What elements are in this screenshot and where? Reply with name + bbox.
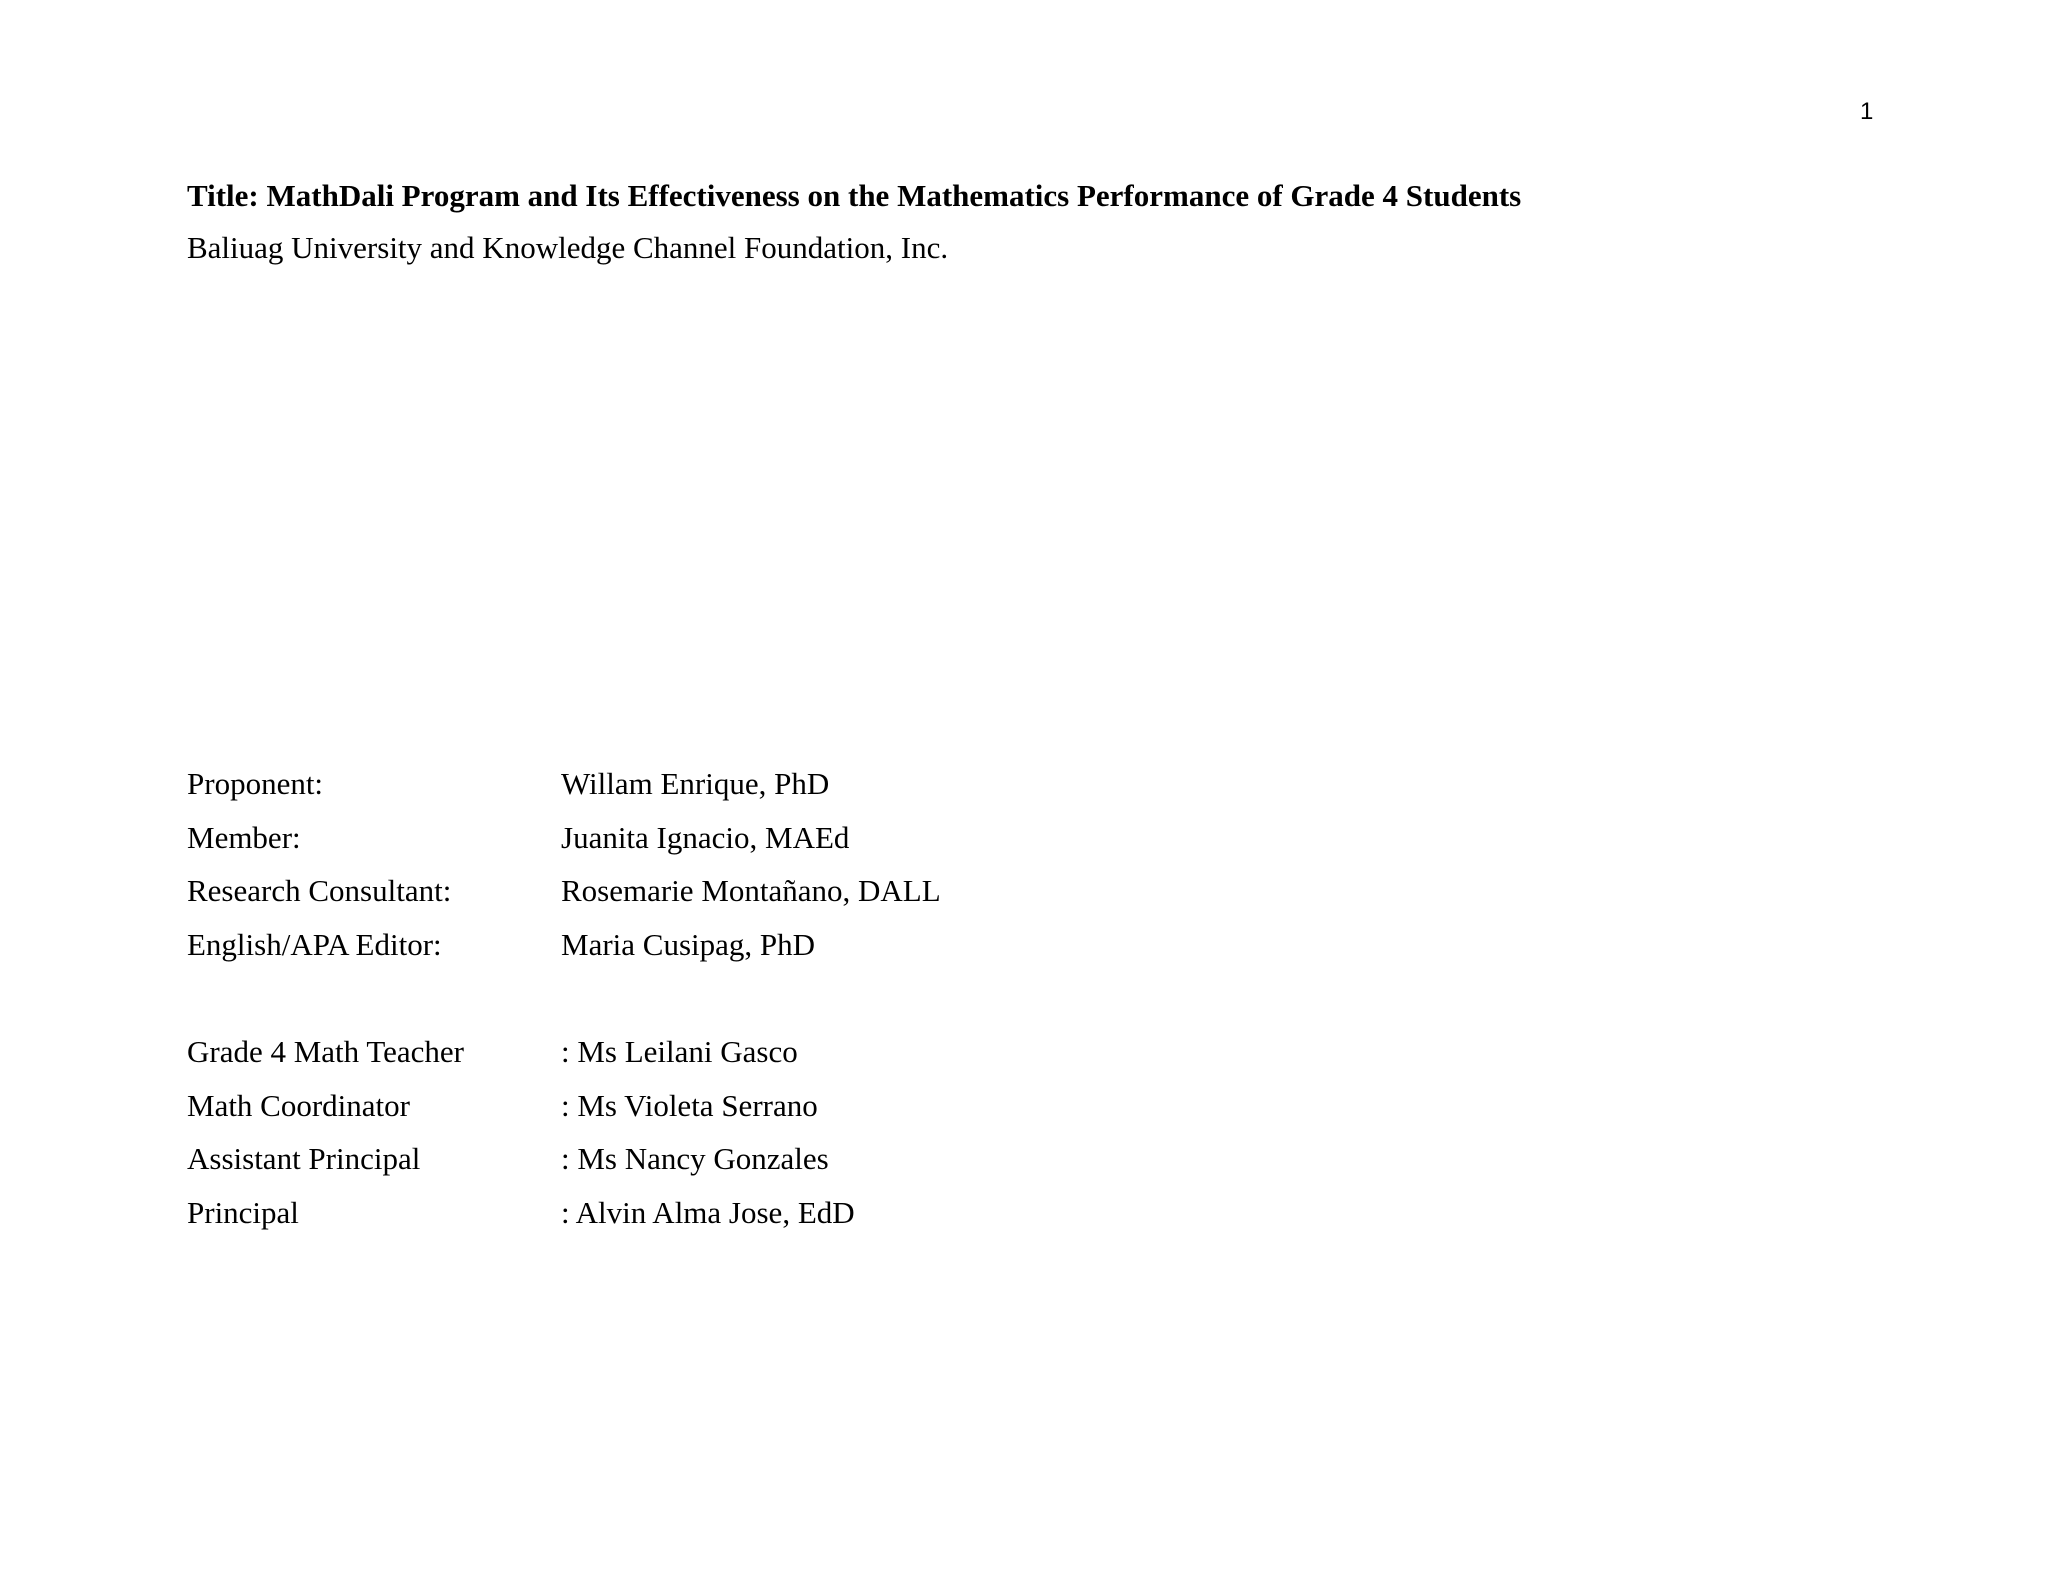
role-label: Member: bbox=[187, 819, 301, 855]
role-label: Grade 4 Math Teacher bbox=[187, 1034, 464, 1069]
person-name: : Ms Leilani Gasco bbox=[561, 1034, 798, 1069]
school-staff-row-assistant-principal bbox=[187, 1139, 855, 1193]
role-label: Proponent: bbox=[187, 766, 324, 801]
role-label: Research Consultant: bbox=[187, 873, 452, 908]
affiliation: Baliuag University and Knowledge Channel Foundation, Inc. bbox=[187, 230, 949, 265]
research-team-row-editor bbox=[187, 925, 941, 979]
document-title: Title: MathDali Program and Its Effectiveness on the Mathematics Performance of Grade 4 Students bbox=[187, 178, 1522, 213]
research-team-row-consultant bbox=[187, 871, 941, 925]
research-team-list bbox=[187, 764, 941, 978]
school-staff-list bbox=[187, 1032, 855, 1246]
role-label: Assistant Principal bbox=[187, 1141, 421, 1176]
research-team-row-proponent bbox=[187, 764, 941, 818]
person-name: Willam Enrique, PhD bbox=[561, 766, 830, 801]
person-name: : Ms Nancy Gonzales bbox=[561, 1141, 829, 1176]
role-label: Math Coordinator bbox=[187, 1087, 410, 1123]
school-staff-row-teacher bbox=[187, 1032, 855, 1086]
school-staff-row-principal bbox=[187, 1193, 855, 1247]
role-label: English/APA Editor: bbox=[187, 926, 442, 962]
role-label: Principal bbox=[187, 1194, 299, 1230]
person-name: Rosemarie Montañano, DALL bbox=[561, 873, 941, 908]
page-number: 1 bbox=[1860, 98, 1874, 125]
school-staff-row-coordinator bbox=[187, 1086, 855, 1140]
person-name: : Alvin Alma Jose, EdD bbox=[561, 1194, 855, 1230]
research-team-row-member bbox=[187, 818, 941, 872]
person-name: : Ms Violeta Serrano bbox=[561, 1087, 818, 1123]
person-name: Maria Cusipag, PhD bbox=[561, 926, 816, 962]
person-name: Juanita Ignacio, MAEd bbox=[561, 819, 850, 855]
